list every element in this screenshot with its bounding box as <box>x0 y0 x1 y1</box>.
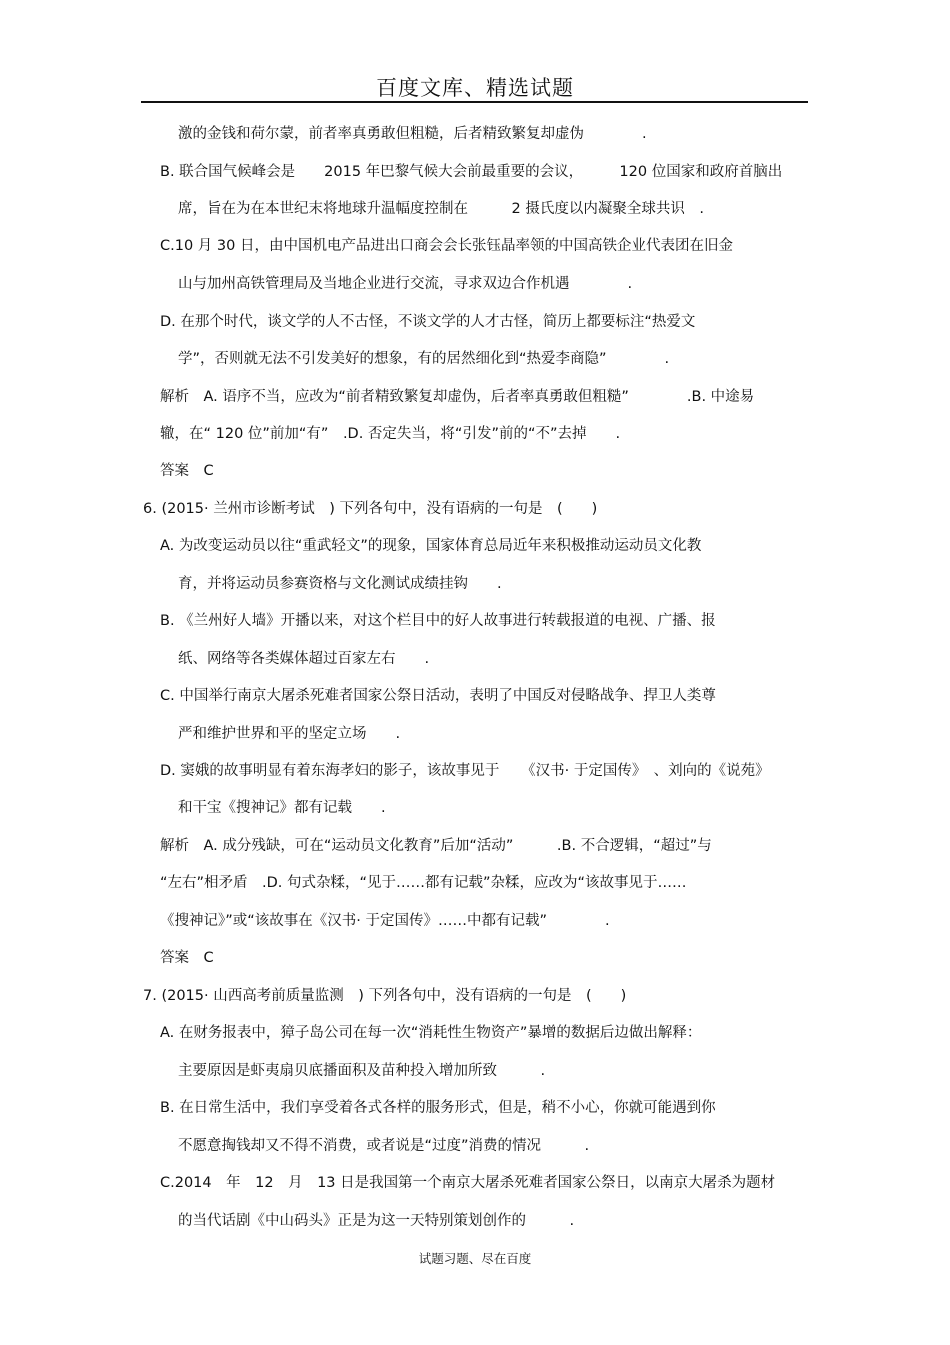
text-line: 不愿意掏钱却又不得不消费，或者说是“过度”消费的情况 . <box>178 1138 590 1154</box>
text-line: 学”，否则就无法不引发美好的想象，有的居然细化到“热爱李商隐” . <box>178 351 670 367</box>
page-footer: 试题习题、尽在百度 <box>418 1251 532 1266</box>
text-line: 纸、网络等各类媒体超过百家左右 . <box>178 651 430 667</box>
text-line: D. 在那个时代，谈文学的人不古怪，不谈文学的人才古怪，简历上都要标注“热爱文 <box>160 314 696 330</box>
text-line: C.2014 年 12 月 13 日是我国第一个南京大屠杀死难者国家公祭日，以南京大屠杀为题材 <box>160 1175 776 1191</box>
text-line: A. 在财务报表中，獐子岛公司在每一次“消耗性生物资产”暴增的数据后边做出解释： <box>160 1025 702 1041</box>
text-line: 答案 C <box>160 950 214 966</box>
text-line: 席，旨在为在本世纪末将地球升温幅度控制在 2 摄氏度以内凝聚全球共识 . <box>178 201 704 217</box>
header-divider <box>141 101 808 103</box>
text-line: “左右”相矛盾 .D. 句式杂糅，“见于……都有记载”杂糅，应改为“该故事见于…… <box>160 875 687 891</box>
text-line: 解析 A. 成分残缺，可在“运动员文化教育”后加“活动” .B. 不合逻辑，“超过”与 <box>160 838 712 854</box>
page-header-title: 百度文库、精选试题 <box>376 76 574 100</box>
text-line: C. 中国举行南京大屠杀死难者国家公祭日活动，表明了中国反对侵略战争、捍卫人类尊 <box>160 688 716 704</box>
text-line: B. 《兰州好人墙》开播以来，对这个栏目中的好人故事进行转载报道的电视、广播、报 <box>160 613 716 629</box>
text-line: 和干宝《搜神记》都有记载 . <box>178 800 386 816</box>
text-line: D. 窦娥的故事明显有着东海孝妇的影子，该故事见于 《汉书· 于定国传》 、刘向的《说苑》 <box>160 763 770 779</box>
text-line: 主要原因是虾夷扇贝底播面积及苗种投入增加所致 . <box>178 1063 546 1079</box>
text-line: B. 在日常生活中，我们享受着各式各样的服务形式，但是，稍不小心，你就可能遇到你 <box>160 1100 716 1116</box>
text-line: 6. (2015· 兰州市诊断考试 ) 下列各句中，没有语病的一句是 ( ) <box>143 501 598 517</box>
text-line: 解析 A. 语序不当，应改为“前者精致繁复却虚伪，后者率真勇敢但粗糙” .B. 中途易 <box>160 389 755 405</box>
text-line: 的当代话剧《中山码头》正是为这一天特别策划创作的 . <box>178 1213 575 1229</box>
text-line: 答案 C <box>160 463 214 479</box>
text-line: 辙，在“ 120 位”前加“有” .D. 否定失当，将“引发”前的“不”去掉 . <box>160 426 621 442</box>
text-line: 山与加州高铁管理局及当地企业进行交流，寻求双边合作机遇 . <box>178 276 633 292</box>
text-line: A. 为改变运动员以往“重武轻文”的现象，国家体育总局近年来积极推动运动员文化教 <box>160 538 702 554</box>
text-line: B. 联合国气候峰会是 2015 年巴黎气候大会前最重要的会议， 120 位国家和政府首脑出 <box>160 164 783 180</box>
text-line: 严和维护世界和平的坚定立场 . <box>178 726 401 742</box>
text-line: C.10 月 30 日，由中国机电产品进出口商会会长张钰晶率领的中国高铁企业代表团在旧金 <box>160 238 733 254</box>
text-line: 7. (2015· 山西高考前质量监测 ) 下列各句中，没有语病的一句是 ( ) <box>143 988 627 1004</box>
text-line: 《搜神记》”或“该故事在《汉书· 于定国传》……中都有记载” . <box>160 913 610 929</box>
text-line: 激的金钱和荷尔蒙，前者率真勇敢但粗糙，后者精致繁复却虚伪 . <box>178 126 647 142</box>
text-line: 育，并将运动员参赛资格与文化测试成绩挂钩 . <box>178 576 502 592</box>
